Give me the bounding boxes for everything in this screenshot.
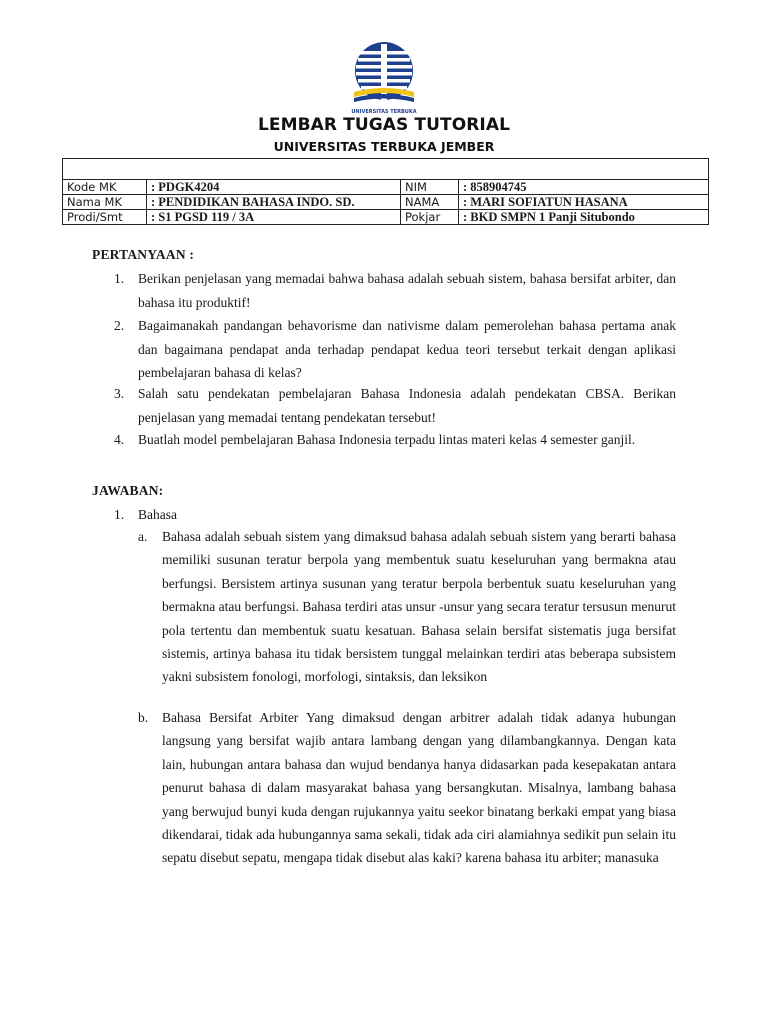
nama-mk-label: Nama MK [63, 195, 147, 210]
table-row [63, 210, 709, 225]
nama-label: NAMA [401, 195, 459, 210]
prodi-label: Prodi/Smt [63, 210, 147, 225]
question-number: 3. [114, 386, 125, 401]
table-header-row [63, 159, 709, 180]
paragraph-text: Bahasa adalah sebuah sistem yang dimaksud bahasa adalah sebuah sistem yang berarti bahasa memiliki susunan teratur berpola yang membentuk suatu keseluruhan yang bermakna atau berfungsi. Bersistem artinya susunan yang teratur berpola berbentuk suatu keseluruhan yang bermakna atau berfungsi. Bahasa terdiri atas unsur -unsur yang secara teratur tersusun menurut pola tertentu dan membentuk suatu kesatuan. Bahasa selain bersifat sistematis juga bersifat sistemis, artinya bahasa itu tidak bersistem tunggal melainkan terdiri atas beberapa subsistem yakni subsistem fonologi, morfologi, sintaksis, dan leksikon [162, 529, 676, 685]
table-row [63, 195, 709, 210]
prodi-value: : S1 PGSD 119 / 3A [147, 210, 401, 225]
page-title: LEMBAR TUGAS TUTORIAL [257, 115, 511, 135]
nama-mk-value: : PENDIDIKAN BAHASA INDO. SD. [147, 195, 401, 210]
question-number: 2. [114, 318, 125, 333]
nim-value: : 858904745 [459, 180, 709, 195]
kode-mk-label: Kode MK [63, 180, 147, 195]
course-info-table [62, 158, 709, 225]
question-number: 1. [114, 271, 125, 286]
kode-mk-value: : PDGK4204 [147, 180, 401, 195]
page-subtitle: UNIVERSITAS TERBUKA JEMBER [273, 139, 495, 154]
university-logo [348, 40, 420, 116]
logo-emblem [348, 40, 420, 116]
question-text: Salah satu pendekatan pembelajaran Bahasa Indonesia adalah pendekatan CBSA. Berikan penjelasan yang memadai tentang pendekatan tersebut! [138, 386, 676, 425]
table-row [63, 180, 709, 195]
nim-label: NIM [401, 180, 459, 195]
question-text: Buatlah model pembelajaran Bahasa Indonesia terpadu lintas materi kelas 4 semester ganjil. [138, 432, 636, 447]
question-text: Bagaimanakah pandangan behavorisme dan nativisme dalam pemerolehan bahasa pertama anak dan bagaimana pendapat anda terhadap pendapat kedua teori tersebut terkait dengan aplikasi pembelajaran bahasa di kelas? [138, 318, 676, 380]
question-number: 4. [114, 432, 125, 447]
answer-number: 1. [114, 507, 125, 522]
pokjar-value: : BKD SMPN 1 Panji Situbondo [459, 210, 709, 225]
question-text: Berikan penjelasan yang memadai bahwa bahasa adalah sebuah sistem, bahasa bersifat arbiter, dan bahasa itu produktif! [138, 271, 676, 310]
answer-title: Bahasa [138, 507, 177, 522]
paragraph-text: Bahasa Bersifat Arbiter Yang dimaksud dengan arbitrer adalah tidak adanya hubungan langsung yang bersifat wajib antara lambang dengan yang dilambangkannya. Dengan kata lain, hubungan antara bahasa dan wujud bendanya hanya didasarkan pada kesepakatan antara penurut bahasa di dalam masyarakat bahasa yang bersangkutan. Misalnya, lambang bahasa yang berwujud bunyi kuda dengan rujukannya yaitu seekor binatang berkaki empat yang biasa dikendarai, tidak ada hubungannya sama sekali, tidak ada ciri alamiahnya sedikit pun selain itu sepatu disebut sepatu, mengapa tidak disebut alas kaki? karena bahasa itu arbiter; manasuka [162, 710, 676, 866]
answers-heading: JAWABAN: [92, 483, 164, 498]
logo-caption: UNIVERSITAS TERBUKA [351, 109, 417, 115]
pokjar-label: Pokjar [401, 210, 459, 225]
paragraph-letter: b. [138, 710, 149, 725]
paragraph-letter: a. [138, 529, 148, 544]
questions-heading: PERTANYAAN : [92, 247, 195, 262]
nama-value: : MARI SOFIATUN HASANA [459, 195, 709, 210]
